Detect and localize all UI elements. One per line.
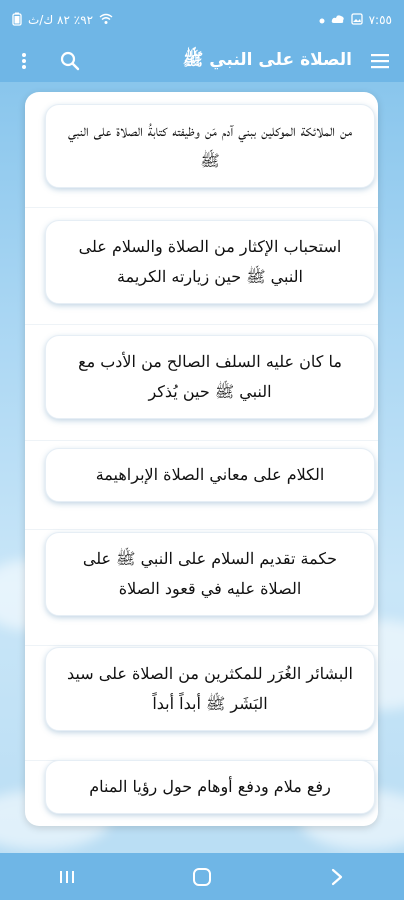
status-bar bbox=[0, 0, 404, 40]
list-item[interactable] bbox=[45, 220, 375, 304]
chevron-right-icon bbox=[331, 868, 343, 886]
page-title: الصلاة على النبي ﷺ bbox=[182, 49, 352, 70]
list-item-label: ما كان عليه السلف الصالح من الأدب مع النبي ﷺ حين يُذكر bbox=[78, 352, 342, 401]
status-text: ٩٢٪ ٨٢ ك/ث bbox=[28, 13, 94, 27]
list-item[interactable] bbox=[45, 448, 375, 502]
recent-apps-icon bbox=[58, 869, 76, 885]
list-item[interactable] bbox=[45, 760, 375, 814]
list-item[interactable] bbox=[45, 104, 375, 188]
system-nav-bar bbox=[0, 853, 404, 900]
search-icon bbox=[60, 51, 80, 71]
notification-dot-icon bbox=[319, 13, 325, 27]
status-left bbox=[12, 12, 113, 29]
divider bbox=[25, 207, 378, 208]
app-bar-actions bbox=[10, 47, 84, 75]
divider bbox=[25, 529, 378, 530]
list-item-label: البشائر الغُرَر للمكثرين من الصلاة على سيد البَشَر ﷺ أبداً أبداً bbox=[67, 664, 353, 713]
list-item-label: حكمة تقديم السلام على النبي ﷺ على الصلاة عليه في قعود الصلاة bbox=[82, 549, 338, 598]
list-item-label: الكلام على معاني الصلاة الإبراهيمة bbox=[95, 465, 325, 484]
clock-time: ٧:٥٥ bbox=[368, 13, 392, 27]
list-item[interactable] bbox=[45, 532, 375, 616]
menu-button[interactable] bbox=[366, 47, 394, 75]
list-item-label: استحباب الإكثار من الصلاة والسلام على النبي ﷺ حين زيارته الكريمة bbox=[78, 237, 342, 286]
list-item[interactable] bbox=[45, 647, 375, 731]
topics-panel bbox=[25, 92, 378, 826]
app-bar bbox=[0, 40, 404, 82]
image-icon bbox=[351, 13, 363, 28]
cloud-icon bbox=[331, 13, 345, 27]
divider bbox=[25, 440, 378, 441]
app-bar-title-area bbox=[183, 47, 394, 75]
list-item-label: رفع ملام ودفع أوهام حول رؤيا المنام bbox=[89, 777, 331, 796]
list-item-label: من الملائكة الموكلين ببني آدم مَن وظيفته كتابةُ الصلاة على النبي ﷺ bbox=[67, 121, 353, 170]
list-item[interactable] bbox=[45, 335, 375, 419]
battery-icon bbox=[12, 12, 22, 29]
divider bbox=[25, 645, 378, 646]
more-vertical-icon bbox=[21, 52, 27, 70]
home-icon bbox=[192, 867, 212, 887]
back-button[interactable] bbox=[317, 857, 357, 897]
home-button[interactable] bbox=[182, 857, 222, 897]
hamburger-menu-icon bbox=[370, 53, 390, 69]
status-right bbox=[319, 13, 392, 28]
divider bbox=[25, 324, 378, 325]
more-options-button[interactable] bbox=[10, 47, 38, 75]
recent-apps-button[interactable] bbox=[47, 857, 87, 897]
wifi-icon bbox=[99, 13, 113, 28]
search-button[interactable] bbox=[56, 47, 84, 75]
